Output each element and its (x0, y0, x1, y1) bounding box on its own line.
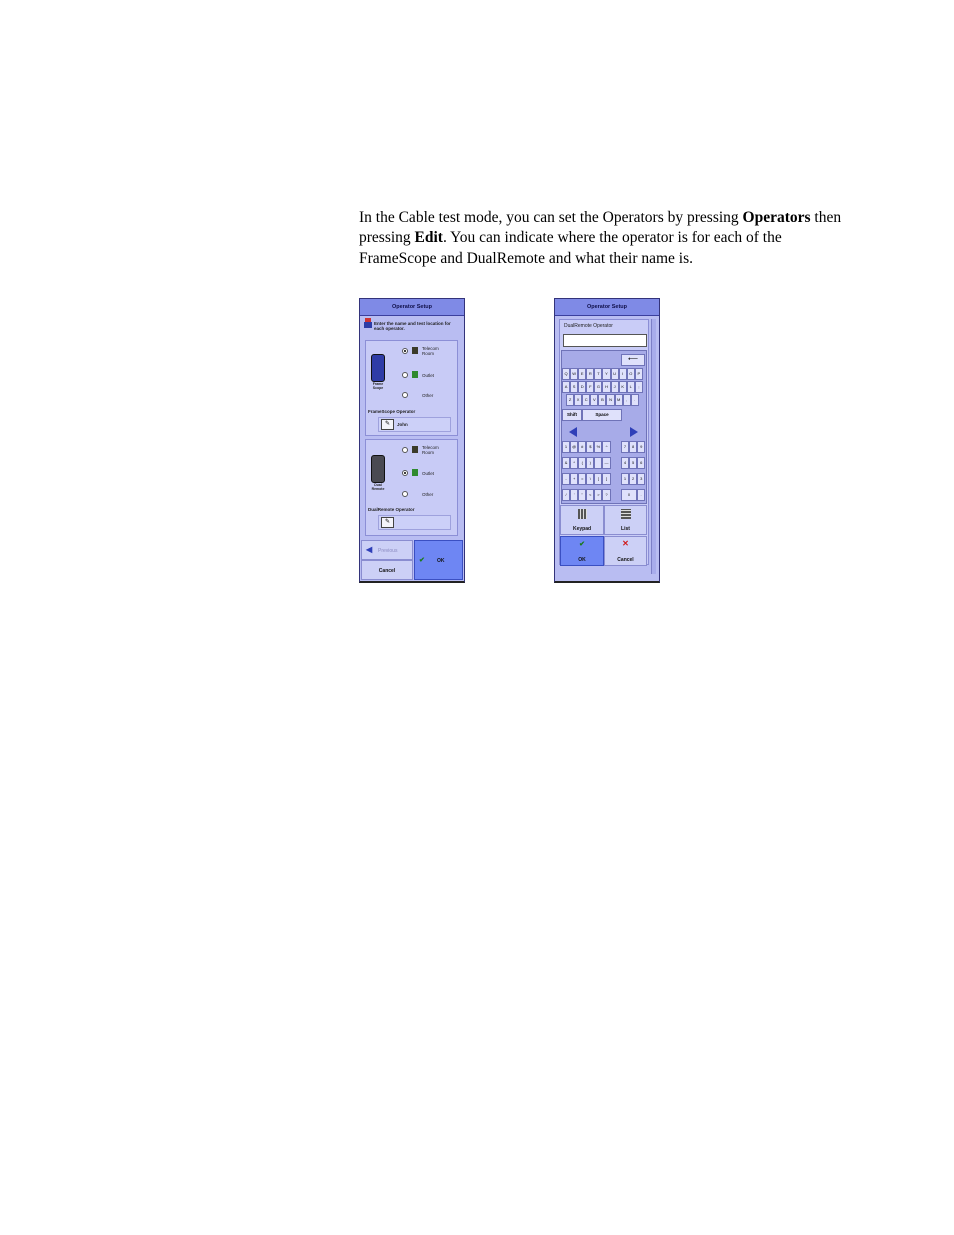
screen-title: Operator Setup (360, 299, 464, 316)
key-sym[interactable]: = (578, 473, 586, 485)
framescope-operator-value: John (397, 422, 408, 427)
key-sym[interactable]: ] (602, 473, 610, 485)
key-b[interactable]: B (598, 394, 606, 406)
dualremote-option-outlet: Outlet (422, 471, 435, 476)
key-s[interactable]: S (570, 381, 578, 393)
key-x[interactable]: X (574, 394, 582, 406)
key-dot[interactable]: . (637, 489, 645, 501)
framescope-radio-telecom[interactable] (402, 348, 408, 354)
framescope-option-telecom: Telecom Room (422, 346, 439, 357)
key-r[interactable]: R (586, 368, 594, 380)
key-sym[interactable]: ' (570, 489, 578, 501)
framescope-option-other: Other (422, 393, 434, 398)
framescope-operator-label: FrameScope Operator (368, 409, 416, 414)
key-y[interactable]: Y (602, 368, 610, 380)
key-a[interactable]: A (562, 381, 570, 393)
cancel-button[interactable] (604, 536, 647, 566)
number-row-4 (621, 489, 645, 501)
key-sym[interactable]: # (578, 441, 586, 453)
cursor-left-icon[interactable] (569, 427, 577, 437)
key-3[interactable]: 3 (637, 473, 645, 485)
key-sym[interactable]: ? (602, 489, 610, 501)
key-sym[interactable]: " (578, 489, 586, 501)
key-q[interactable]: Q (562, 368, 570, 380)
number-row-2 (621, 457, 645, 469)
key-sym[interactable]: / (562, 489, 570, 501)
operator-setup-screen (359, 298, 465, 583)
dualremote-option-other: Other (422, 492, 434, 497)
key-p[interactable]: P (635, 368, 643, 380)
symbol-row-2 (562, 457, 611, 469)
key-sym[interactable]: ( (578, 457, 586, 469)
para-bold-edit: Edit (414, 229, 443, 247)
framescope-radio-outlet[interactable] (402, 372, 408, 378)
outlet-icon (412, 469, 418, 476)
cancel-button[interactable] (361, 560, 413, 580)
key-sym[interactable]: @ (570, 441, 578, 453)
scroll-track (651, 319, 656, 574)
para-text-1: In the Cable test mode, you can set the Operators by pressing (359, 209, 743, 226)
telecom-room-icon (412, 446, 418, 453)
key-sym[interactable]: + (570, 473, 578, 485)
edit-pen-icon[interactable]: ✎ (381, 517, 394, 528)
number-row-1 (621, 441, 645, 453)
key-6[interactable]: 6 (637, 457, 645, 469)
key-i[interactable]: I (619, 368, 627, 380)
key-z[interactable]: Z (566, 394, 574, 406)
operator-icon (364, 318, 372, 328)
key-sym[interactable]: * (570, 457, 578, 469)
key-sym[interactable] (594, 457, 602, 469)
key-9[interactable]: 9 (637, 441, 645, 453)
dualremote-device-label: Dual Remote (371, 483, 385, 491)
key-l[interactable]: L (627, 381, 635, 393)
key-sym[interactable]: ) (586, 457, 594, 469)
keypad-label: Keypad (572, 526, 592, 532)
dualremote-radio-outlet[interactable] (402, 470, 408, 476)
key-period[interactable]: . (631, 394, 639, 406)
operator-keyboard-screen (554, 298, 660, 583)
dualremote-radio-telecom[interactable] (402, 447, 408, 453)
check-icon: ✔ (579, 541, 585, 548)
key-j[interactable]: J (611, 381, 619, 393)
key-2[interactable]: 2 (629, 473, 637, 485)
key-sym[interactable]: < (586, 489, 594, 501)
number-row-3 (621, 473, 645, 485)
key-u[interactable]: U (611, 368, 619, 380)
previous-label: Previous (378, 548, 398, 554)
dualremote-device-icon (371, 455, 385, 483)
key-4[interactable]: 4 (621, 457, 629, 469)
key-sym[interactable]: & (562, 457, 570, 469)
instruction-text: Enter the name and test location for each operator. (374, 321, 451, 332)
key-sym[interactable]: > (594, 489, 602, 501)
cancel-label: Cancel (378, 568, 396, 574)
outlet-icon (412, 371, 418, 378)
para-bold-operators: Operators (742, 209, 811, 226)
framescope-device-icon (371, 354, 385, 382)
framescope-option-outlet: Outlet (422, 373, 435, 378)
list-button[interactable] (604, 505, 647, 535)
dualremote-option-telecom: Telecom Room (422, 445, 439, 456)
dualremote-panel (365, 439, 458, 536)
dualremote-operator-label: DualRemote Operator (368, 507, 415, 512)
ok-button[interactable] (560, 536, 604, 566)
key-k[interactable]: K (619, 381, 627, 393)
symbol-row-3 (562, 473, 611, 485)
dualremote-operator-field[interactable] (378, 515, 451, 530)
key-comma[interactable]: , (623, 394, 631, 406)
ok-label: OK (437, 558, 445, 564)
previous-arrow-icon: ◀ (366, 545, 373, 554)
key-sym[interactable]: — (602, 457, 610, 469)
telecom-room-icon (412, 347, 418, 354)
key-sym[interactable]: ^ (602, 441, 610, 453)
key-g[interactable]: G (594, 381, 602, 393)
para-text-2: then pressing (359, 209, 842, 247)
ok-button[interactable] (414, 540, 463, 580)
shift-key[interactable]: Shift (562, 409, 582, 421)
key-w[interactable]: W (570, 368, 578, 380)
key-7[interactable]: 7 (621, 441, 629, 453)
key-row-3 (566, 394, 639, 406)
para-text-3: . You can indicate where the operator is for each of the FrameScope and DualRemote and what their name is. (359, 229, 782, 267)
key-o[interactable]: O (627, 368, 635, 380)
screen-title: Operator Setup (555, 299, 659, 316)
backspace-key[interactable] (621, 354, 645, 366)
cursor-right-icon[interactable] (630, 427, 638, 437)
key-h[interactable]: H (602, 381, 610, 393)
keypad-button[interactable] (560, 505, 604, 535)
framescope-panel (365, 340, 458, 436)
key-5[interactable]: 5 (629, 457, 637, 469)
dualremote-radio-other[interactable] (402, 491, 408, 497)
key-8[interactable]: 8 (629, 441, 637, 453)
key-sym[interactable]: % (594, 441, 602, 453)
key-c[interactable]: C (582, 394, 590, 406)
key-sym[interactable]: 1 (562, 441, 570, 453)
key-sym[interactable]: - (562, 473, 570, 485)
keyboard-input[interactable] (563, 334, 647, 347)
key-0[interactable]: 0 (621, 489, 637, 501)
cancel-x-icon: ✕ (622, 539, 629, 548)
list-label: List (621, 526, 630, 532)
previous-button[interactable] (361, 540, 413, 560)
key-sym[interactable]: [ (594, 473, 602, 485)
space-key[interactable]: Space (582, 409, 622, 421)
backspace-icon: ⟵ (627, 356, 639, 363)
key-semicolon[interactable]: ; (635, 381, 643, 393)
key-d[interactable]: D (578, 381, 586, 393)
key-sym[interactable]: \ (586, 473, 594, 485)
key-v[interactable]: V (590, 394, 598, 406)
key-sym[interactable]: $ (586, 441, 594, 453)
intro-paragraph (359, 208, 849, 269)
keyboard-field-label: DualRemote Operator (564, 323, 613, 329)
key-f[interactable]: F (586, 381, 594, 393)
ok-label: OK (578, 557, 586, 563)
symbol-row-1 (562, 441, 611, 453)
framescope-operator-field[interactable] (378, 417, 451, 432)
key-row-2 (562, 381, 643, 393)
key-row-1 (562, 368, 643, 380)
framescope-radio-other[interactable] (402, 392, 408, 398)
keypad-icon (578, 509, 587, 519)
check-icon: ✔ (419, 557, 425, 564)
list-icon (621, 509, 631, 519)
key-1[interactable]: 1 (621, 473, 629, 485)
key-m[interactable]: M (615, 394, 623, 406)
framescope-device-label: Frame Scope (372, 382, 384, 390)
key-e[interactable]: E (578, 368, 586, 380)
edit-pen-icon[interactable]: ✎ (381, 419, 394, 430)
cancel-label: Cancel (617, 557, 634, 563)
key-t[interactable]: T (594, 368, 602, 380)
key-n[interactable]: N (606, 394, 614, 406)
symbol-row-4 (562, 489, 611, 501)
